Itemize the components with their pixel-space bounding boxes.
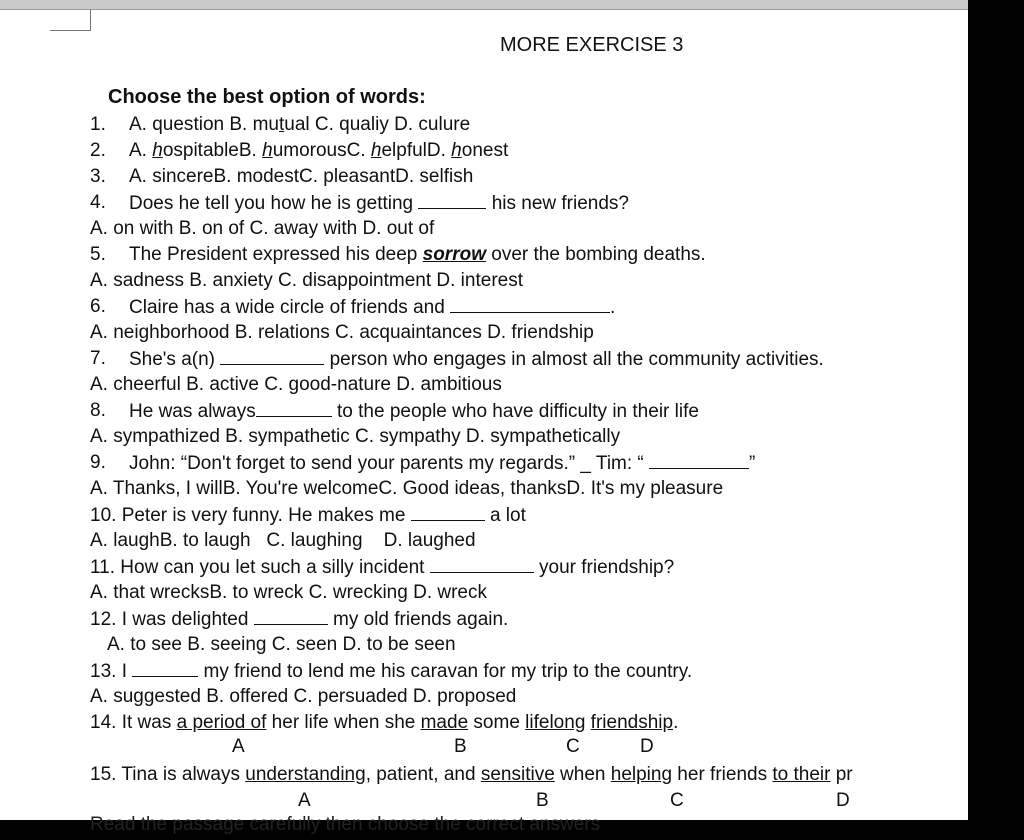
instruction: Choose the best option of words: (108, 86, 426, 108)
answer-blank (256, 400, 332, 417)
label-c: C (566, 736, 580, 757)
answer-blank (254, 608, 328, 625)
answer-blank (450, 296, 610, 313)
answer-blank (220, 348, 324, 365)
label-c: C (670, 790, 684, 811)
answer-blank (649, 452, 749, 469)
page-corner-mark (50, 10, 91, 31)
answer-blank (418, 192, 486, 209)
label-a: A (298, 790, 311, 811)
label-a: A (232, 736, 245, 757)
label-b: B (536, 790, 549, 811)
answer-blank (411, 504, 485, 521)
label-d: D (640, 736, 654, 757)
cutoff-text: Read the passage carefully then choose the correct answers (90, 814, 601, 835)
label-d: D (836, 790, 850, 811)
right-margin (968, 0, 1024, 820)
document-page: MORE EXERCISE 3 Choose the best option of words: 1. A. question B. mutual C. qualiy D. culure 2. A. hospitableB. humorousC. helpfulD. honest 3. A. sincereB. modestC. pleasantD. selfish 4. Does he tell you how he is getting his new friends? A. on with B. on of C. away with D. out of 5. The President expressed his deep sorrow over the bombing deaths. A. sadness B. anxiety C. disappointment D. interest 6. Claire has a wide circle of friends and . A. neighborhood B. relations C. acquaintances D. friendship 7. She's a(n) person who engages in almost all the community activities. A. cheerful B. active C. good-nature D. ambitious 8. He was always to the people who have difficulty in their life A. sympathized B. sympathetic C. sympathy D. sympathetically 9. John: “Don't forget to send your parents my regards.” _ Tim: “ ” A. Thanks, I willB. You're welcomeC. Good ideas, thanksD. It's my pleasure 10. Peter is very funny. He makes me a lot A. laughB. to laugh C. laughing D. laughed 11. How can you let such a silly incident your friendship? A. that wrecksB. to wreck C. wrecking D. wreck 12. I was delighted my old friends again. A. to see B. seeing C. seen D. to be seen 13. I my friend to lend me his caravan for my trip to the country. A. suggested B. offered C. persuaded D. proposed 14. It was a period of her life when she made some lifelong friendship. A B C D 15. Tina is always understanding, patient, and sensitive when helping her friends to their pr A B C D Read the passage carefully then choose the correct answers (0, 0, 968, 820)
label-b: B (454, 736, 467, 757)
top-bar (0, 0, 968, 10)
answer-blank (132, 660, 198, 677)
page-title: MORE EXERCISE 3 (500, 34, 684, 56)
answer-blank (430, 556, 534, 573)
